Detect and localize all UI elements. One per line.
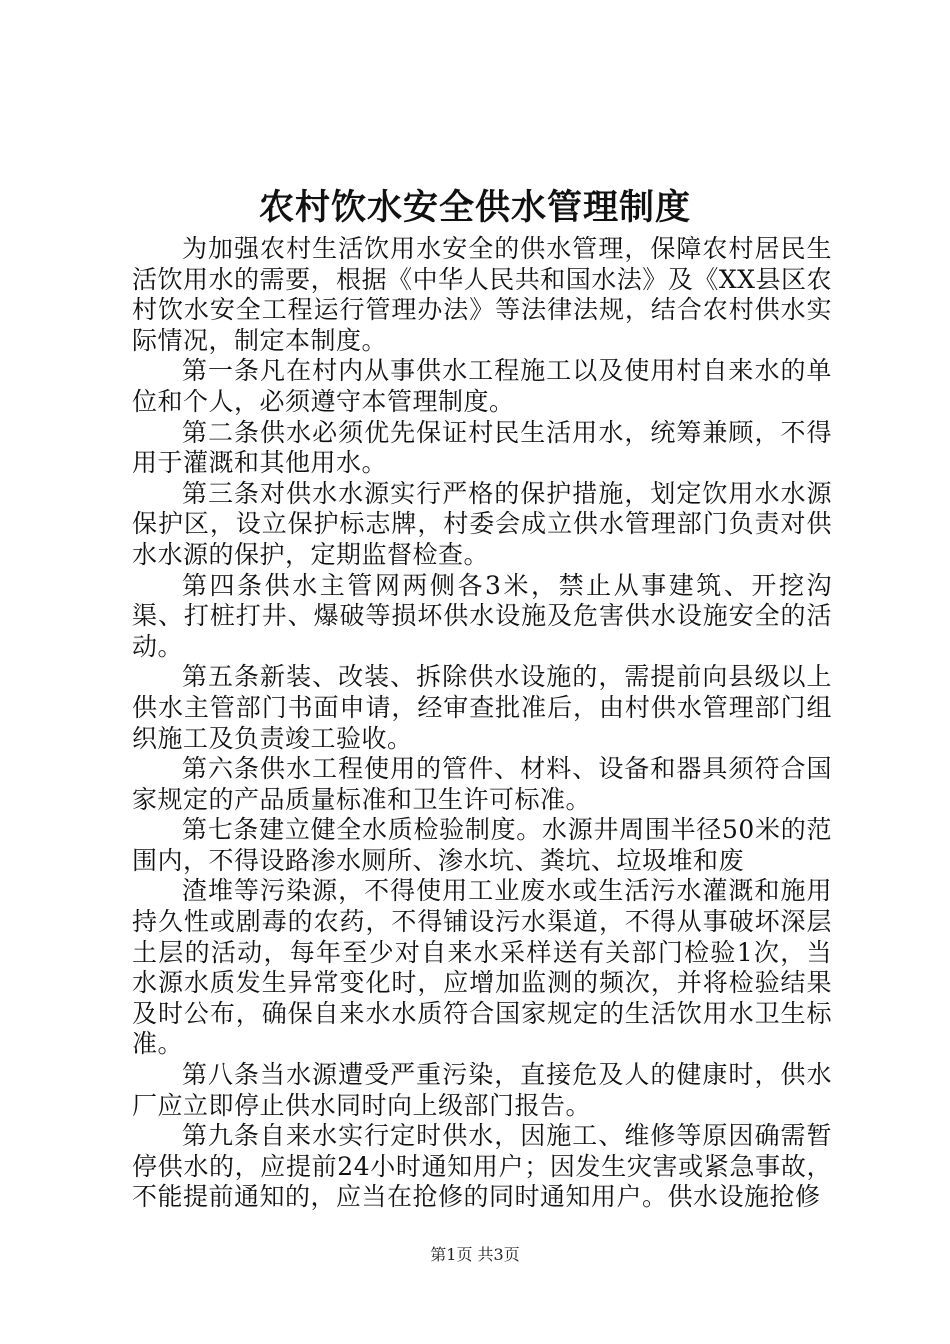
page-number-footer: 第1页 共3页 bbox=[430, 1245, 520, 1264]
paragraph-article-2: 第二条供水必须优先保证村民生活用水，统筹兼顾，不得用于灌溉和其他用水。 bbox=[132, 417, 832, 478]
paragraph-article-8: 第八条当水源遭受严重污染，直接危及人的健康时，供水厂应立即停止供水同时向上级部门报告。 bbox=[132, 1060, 832, 1120]
paragraph-article-7-continued: 渣堆等污染源，不得使用工业废水或生活污水灌溉和施用持久性或剧毒的农药，不得铺设污水渠道，不得从事破坏深层土层的活动，每年至少对自来水采样送有关部门检验1次，当水源水质发生异常变化时，应增加监测的频次，并将检验结果及时公布，确保自来水水质符合国家规定的生活饮用水卫生标准。 bbox=[132, 876, 832, 1059]
document-title: 农村饮水安全供水管理制度 bbox=[258, 187, 691, 228]
paragraph-intro: 为加强农村生活饮用水安全的供水管理，保障农村居民生活饮用水的需要，根据《中华人民共和国水法》及《XX县区农村饮水安全工程运行管理办法》等法律法规，结合农村供水实际情况，制定本制度。 bbox=[132, 234, 832, 355]
paragraph-article-3: 第三条对供水水源实行严格的保护措施，划定饮用水水源保护区，设立保护标志牌，村委会成立供水管理部门负责对供水水源的保护，定期监督检查。 bbox=[132, 478, 832, 569]
paragraph-article-7: 第七条建立健全水质检验制度。水源井周围半径50米的范围内，不得设路渗水厕所、渗水坑、粪坑、垃圾堆和废 bbox=[132, 815, 832, 875]
paragraph-article-6: 第六条供水工程使用的管件、材料、设备和器具须符合国家规定的产品质量标准和卫生许可标准。 bbox=[132, 754, 832, 814]
document-body bbox=[132, 234, 832, 1213]
paragraph-article-1: 第一条凡在村内从事供水工程施工以及使用村自来水的单位和个人，必须遵守本管理制度。 bbox=[132, 356, 832, 416]
paragraph-article-9: 第九条自来水实行定时供水，因施工、维修等原因确需暂停供水的，应提前24小时通知用户；因发生灾害或紧急事故，不能提前通知的，应当在抢修的同时通知用户。供水设施抢修 bbox=[132, 1121, 832, 1212]
paragraph-article-5: 第五条新装、改装、拆除供水设施的，需提前向县级以上供水主管部门书面申请，经审查批准后，由村供水管理部门组织施工及负责竣工验收。 bbox=[132, 662, 832, 753]
paragraph-article-4: 第四条供水主管网两侧各3米，禁止从事建筑、开挖沟渠、打桩打井、爆破等损坏供水设施及危害供水设施安全的活动。 bbox=[132, 570, 832, 661]
